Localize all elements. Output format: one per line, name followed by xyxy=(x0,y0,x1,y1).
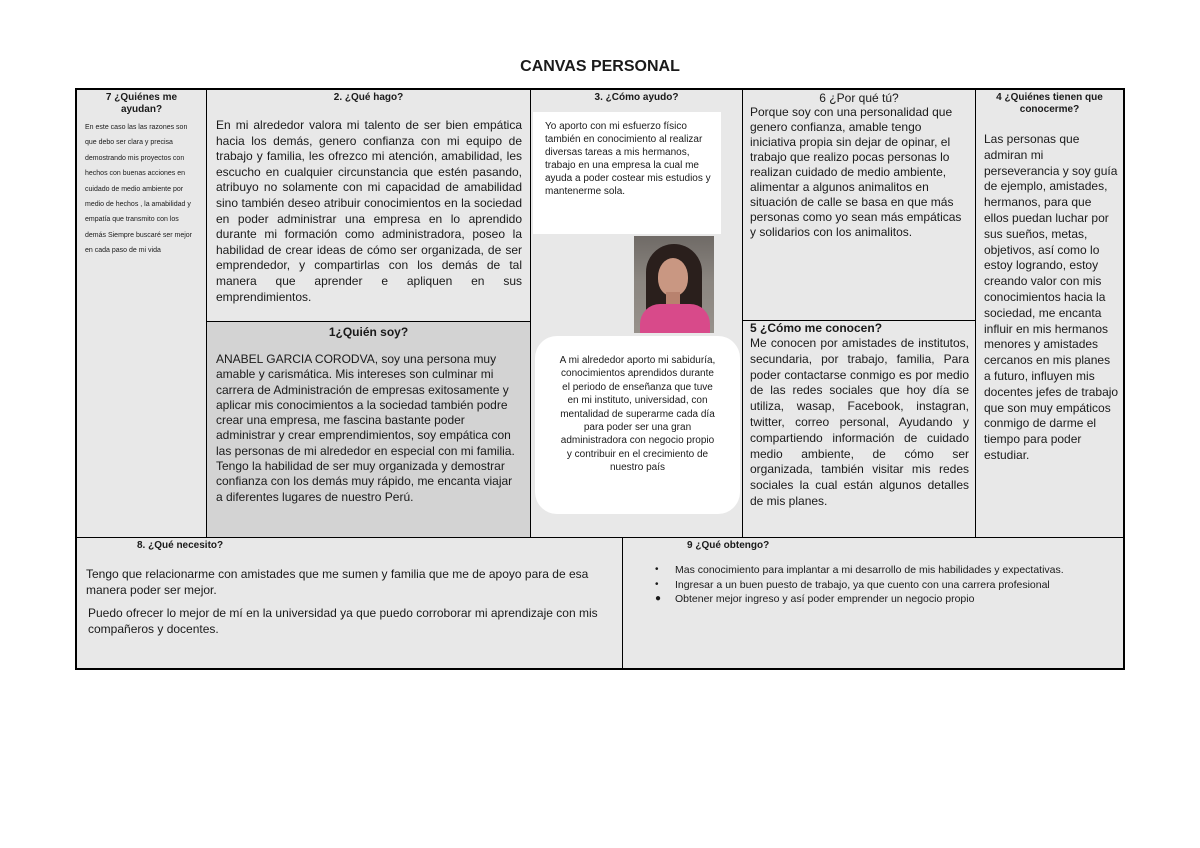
page-title: CANVAS PERSONAL xyxy=(520,58,680,75)
section-text: En este caso las las razones son que debo ser clara y precisa demostrando mis proyectos con hechos con buenas acciones en cuidado de medio ambiente por medio de hechos , la amabilidad y empatía que transmito con los demás Siempre buscaré ser mejor en cada paso de mi vida xyxy=(85,124,192,255)
section-heading: 6 ¿Por qué tú? xyxy=(819,91,899,105)
help-note-1-text: Yo aporto con mi esfuerzo físico también en conocimiento al realizar diversas tareas a mis hermanos, trabajo en una empresa la cual me ayuda a poder costear mis estudios y mantenerme sola. xyxy=(545,121,711,197)
profile-photo xyxy=(634,236,714,333)
list-item: • Mas conocimiento para implantar a mi desarrollo de mis habilidades y expectativas. xyxy=(655,564,1064,576)
section-text: ANABEL GARCIA CORODVA, soy una persona muy amable y carismática. Mis intereses son culminar mi carrera de Administración de empresas exitosamente y aplicar mis conocimientos a la sociedad también podre crear una empresa, me fascina bastante poder administrar y crear emprendimientos, soy empática con las personas de mi alrededor en especial con mi familia. Tengo la habilidad de ser muy organizada y demostrar confianza con los demás muy rápido, me encanta viajar a diferentes lugares de nuestro Perú. xyxy=(216,352,515,504)
section-heading: 1¿Quién soy? xyxy=(328,325,409,339)
section-que-necesito xyxy=(76,537,623,669)
gains-list xyxy=(649,551,1123,607)
section-heading: 3. ¿Cómo ayudo? xyxy=(594,92,679,103)
section-quienes-me-ayudan xyxy=(76,89,207,538)
help-note-1 xyxy=(533,112,721,234)
section-que-obtengo xyxy=(622,537,1124,669)
section-heading: 2. ¿Qué hago? xyxy=(333,92,404,103)
section-text: Porque soy con una personalidad que genero confianza, amable tengo iniciativa propia sin dejar de opinar, el trabajo que realizo pocas personas lo realizan cuidado de medio ambiente, alimentar a algunos animalitos en situación de calle se basa en que más personas como yo sean más empáticas y solidarios con los animalitos. xyxy=(750,105,962,239)
list-item: • Ingresar a un buen puesto de trabajo, ya que cuento con una carrera profesional xyxy=(655,578,1050,591)
bullet-icon: • xyxy=(655,564,659,575)
section-que-hago xyxy=(206,89,531,322)
need-paragraph-2: Puedo ofrecer lo mejor de mí en la universidad ya que puedo corroborar mi aprendizaje con mis compañeros y docentes. xyxy=(88,606,598,636)
section-text: En mi alrededor valora mi talento de ser bien empática hacia los demás, genero confianza con mi equipo de trabajo y familia, les ofrezco mi atención, amabilidad, les escucho en cualquier circunstancia que estén pasando, atribuyo no solamente con mi capacidad de amabilidad sino también deseo atribuir conocimientos en la sociedad en poder administrar una empresa en lo aprendido durante mi formación como administradora, poseo la habilidad de crear ideas de cómo ser organizada, de ser emprendedor, y compartirlas con los demás de tal manera que aprender e apliquen en sus emprendimientos. xyxy=(216,118,522,304)
section-por-que-tu xyxy=(742,89,976,321)
section-heading: 5 ¿Cómo me conocen? xyxy=(750,321,883,335)
section-como-ayudo xyxy=(530,89,743,538)
section-heading: 4 ¿Quiénes tienen que conocerme? xyxy=(996,92,1103,115)
section-text: Las personas que admiran mi perseverancia y soy guía de ejemplo, amistades, hermanos, para que ellos puedan luchar por sus sueños, metas, objetivos, así como lo estoy logrando, estoy creando valor con mis conocimientos hacia la sociedad, me encanta influir en mis hermanos menores y amistades cercanos en mis planes a futuro, influyen mis docentes jefes de trabajo que son muy empáticos conmigo de darme el tiempo para poder estudiar. xyxy=(984,132,1119,462)
section-quien-soy xyxy=(206,321,531,538)
bullet-icon: ● xyxy=(655,593,662,604)
need-paragraph-1: Tengo que relacionarme con amistades que me sumen y familia que me de apoyo para de esa manera poder ser mejor. xyxy=(86,567,589,597)
help-note-2-text: A mi alrededor aporto mi sabiduría, conocimientos aprendidos durante el periodo de enseñanza que tuve en mi instituto, universidad, con mentalidad de superarme cada día para poder ser una gran administradora con negocio propio y contribuir en el crecimiento de nuestro país xyxy=(559,355,716,474)
section-heading: 7 ¿Quiénes me ayudan? xyxy=(105,92,178,115)
section-text: Me conocen por amistades de institutos, secundaria, por trabajo, familia, Para poder contactarse conmigo es por medio de las redes sociales que hoy día se utiliza, wasap, Facebook, instagran, twitter, correo personal, Ayudando y compartiendo información de cuidado medio ambiente, de cómo ser organizada, también visitar mis redes sociales la cual están algunos detalles de mis planes. xyxy=(750,336,969,508)
section-heading: 8. ¿Qué necesito? xyxy=(137,540,224,551)
bullet-icon: • xyxy=(655,578,659,590)
list-item: ● Obtener mejor ingreso y así poder emprender un negocio propio xyxy=(655,593,975,605)
section-heading: 9 ¿Qué obtengo? xyxy=(687,540,770,551)
help-note-2 xyxy=(535,336,740,514)
section-quienes-tienen-que-conocerme xyxy=(975,89,1124,538)
section-como-me-conocen xyxy=(742,320,976,538)
